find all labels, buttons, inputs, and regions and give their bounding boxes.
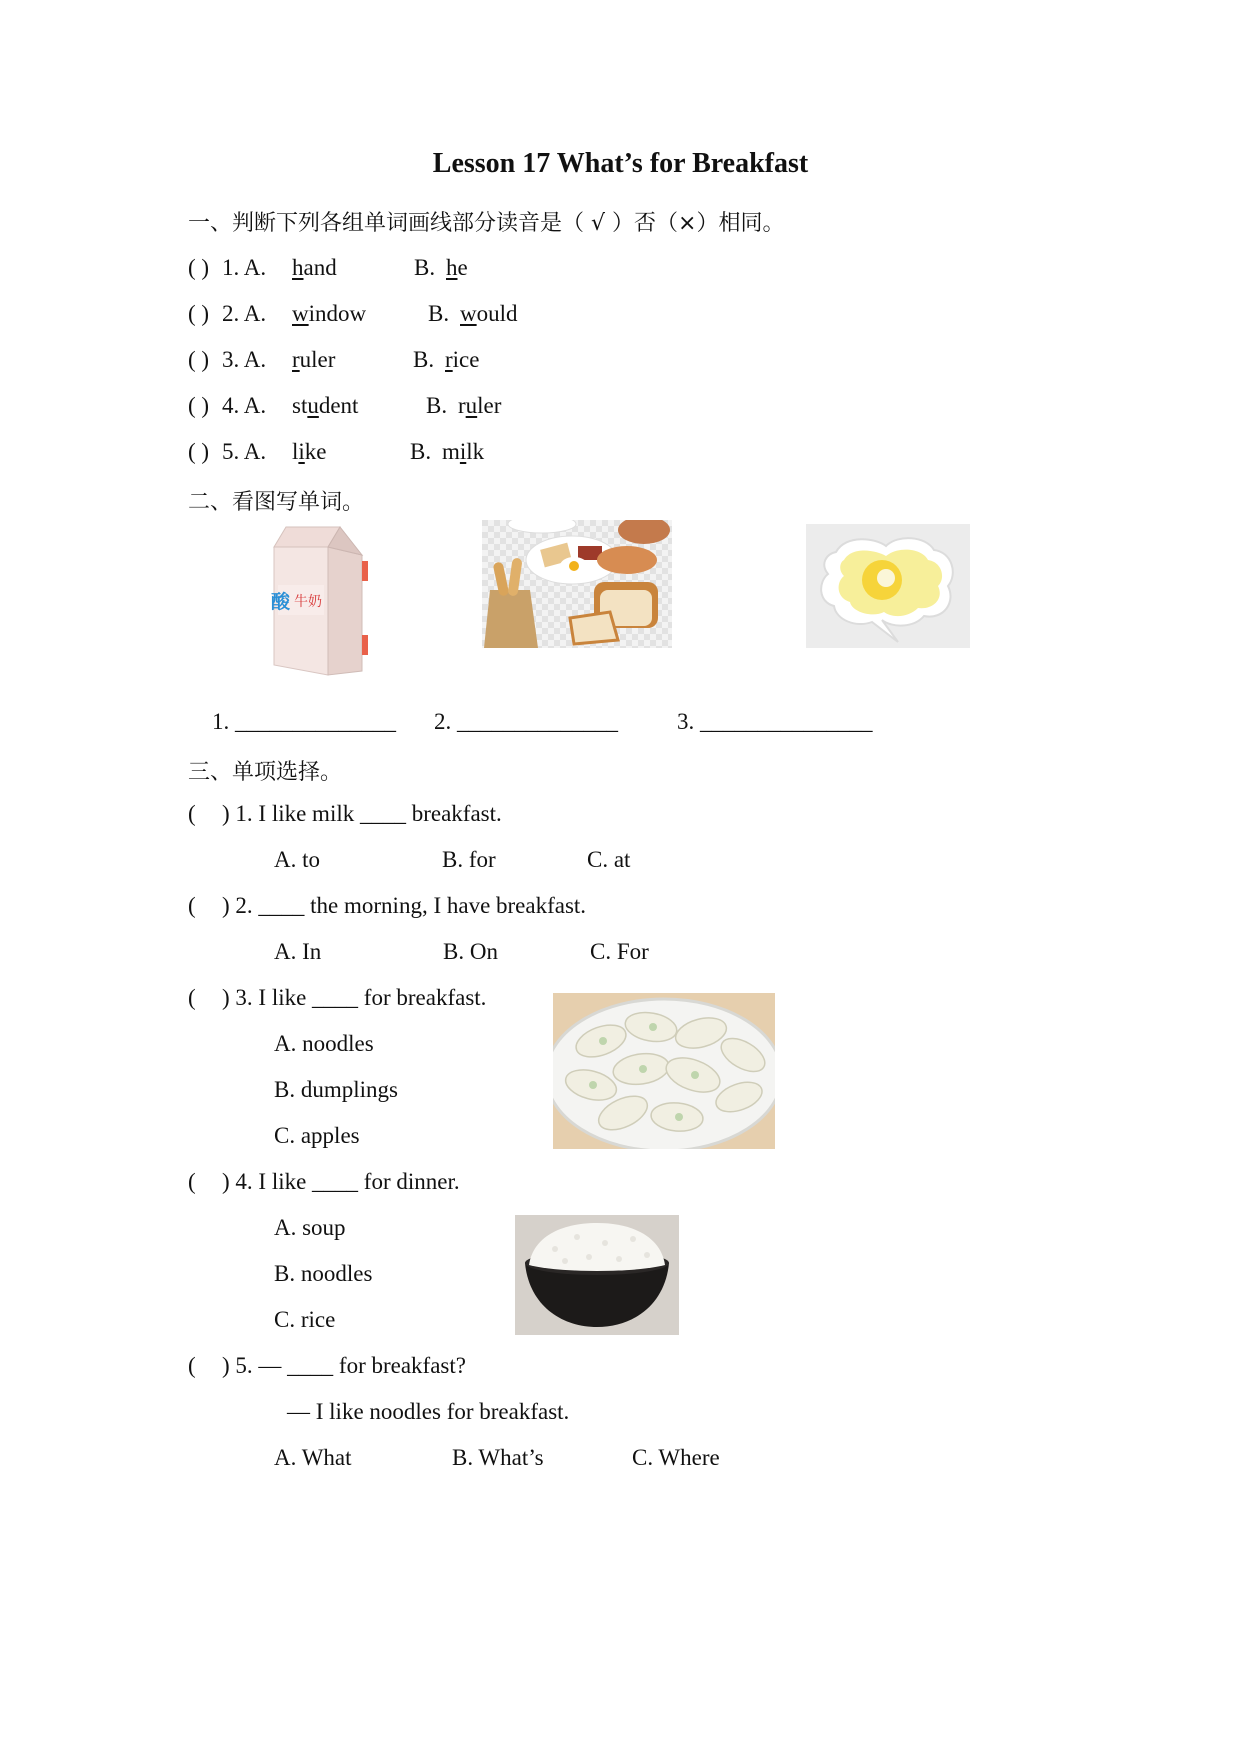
word-b: would xyxy=(460,301,518,326)
option-b-label: B. xyxy=(414,255,436,280)
q4-option-b[interactable]: B. noodles xyxy=(274,1261,373,1286)
q1-answer-paren[interactable]: ( xyxy=(188,801,196,826)
q2-answer-paren[interactable]: ( xyxy=(188,893,196,918)
item-number: 2. A. xyxy=(222,301,267,326)
carton-label-milk: 牛奶 xyxy=(294,594,322,610)
page-title: Lesson 17 What’s for Breakfast xyxy=(432,148,809,179)
answer-paren[interactable]: ( ) xyxy=(188,301,210,326)
blank-1[interactable]: 1. ______________ xyxy=(212,709,396,734)
option-b-label: B. xyxy=(410,439,432,464)
section3-heading: 三、单项选择。 xyxy=(188,760,343,785)
carton-label-sour: 酸 xyxy=(271,591,291,613)
q5-answer-paren[interactable]: ( xyxy=(188,1353,196,1378)
q3-stem: ) 3. I like ____ for breakfast. xyxy=(222,985,487,1010)
answer-paren[interactable]: ( ) xyxy=(188,393,210,418)
q3-option-c[interactable]: C. apples xyxy=(274,1123,360,1148)
breakfast-foods-image xyxy=(482,520,672,648)
item-number: 5. A. xyxy=(222,439,267,464)
q5-option-b[interactable]: B. What’s xyxy=(452,1445,544,1470)
option-b-label: B. xyxy=(428,301,450,326)
word-a: ruler xyxy=(292,347,336,372)
q2-option-b[interactable]: B. On xyxy=(443,939,498,964)
q5-option-a[interactable]: A. What xyxy=(274,1445,352,1470)
q4-option-c[interactable]: C. rice xyxy=(274,1307,336,1332)
word-a: window xyxy=(292,301,367,326)
q4-answer-paren[interactable]: ( xyxy=(188,1169,196,1194)
blank-2[interactable]: 2. ______________ xyxy=(434,709,618,734)
item-number: 4. A. xyxy=(222,393,267,418)
item-number: 1. A. xyxy=(222,255,267,280)
yogurt-carton-image xyxy=(266,525,368,677)
q1-stem: ) 1. I like milk ____ breakfast. xyxy=(222,801,502,826)
q2-stem: ) 2. ____ the morning, I have breakfast. xyxy=(222,893,587,918)
q5-stem: ) 5. — ____ for breakfast? xyxy=(222,1353,466,1378)
word-a: hand xyxy=(292,255,337,280)
word-b: he xyxy=(446,255,468,280)
q3-answer-paren[interactable]: ( xyxy=(188,985,196,1010)
q1-option-a[interactable]: A. to xyxy=(274,847,320,872)
q4-option-a[interactable]: A. soup xyxy=(274,1215,346,1240)
q5-option-c[interactable]: C. Where xyxy=(632,1445,720,1470)
word-a: like xyxy=(292,439,327,464)
blank-3[interactable]: 3. _______________ xyxy=(677,709,873,734)
word-b: ruler xyxy=(458,393,502,418)
answer-paren[interactable]: ( ) xyxy=(188,439,210,464)
word-b: milk xyxy=(442,439,485,464)
word-a: student xyxy=(292,393,359,418)
word-b: rice xyxy=(445,347,480,372)
q1-option-c[interactable]: C. at xyxy=(587,847,631,872)
rice-bowl-image xyxy=(515,1215,679,1335)
dumplings-image xyxy=(553,993,775,1149)
q1-option-b[interactable]: B. for xyxy=(442,847,496,872)
answer-paren[interactable]: ( ) xyxy=(188,255,210,280)
section1-heading: 一、判断下列各组单词画线部分读音是（ √ ）否（×）相同。 xyxy=(188,211,785,236)
answer-paren[interactable]: ( ) xyxy=(188,347,210,372)
item-number: 3. A. xyxy=(222,347,267,372)
option-b-label: B. xyxy=(413,347,435,372)
q4-stem: ) 4. I like ____ for dinner. xyxy=(222,1169,460,1194)
egg-bubble-image xyxy=(806,524,970,648)
section2-heading: 二、看图写单词。 xyxy=(188,490,365,515)
q3-option-b[interactable]: B. dumplings xyxy=(274,1077,398,1102)
q2-option-c[interactable]: C. For xyxy=(590,939,649,964)
q3-option-a[interactable]: A. noodles xyxy=(274,1031,374,1056)
option-b-label: B. xyxy=(426,393,448,418)
q2-option-a[interactable]: A. In xyxy=(274,939,322,964)
q5-answer: — I like noodles for breakfast. xyxy=(287,1399,570,1424)
